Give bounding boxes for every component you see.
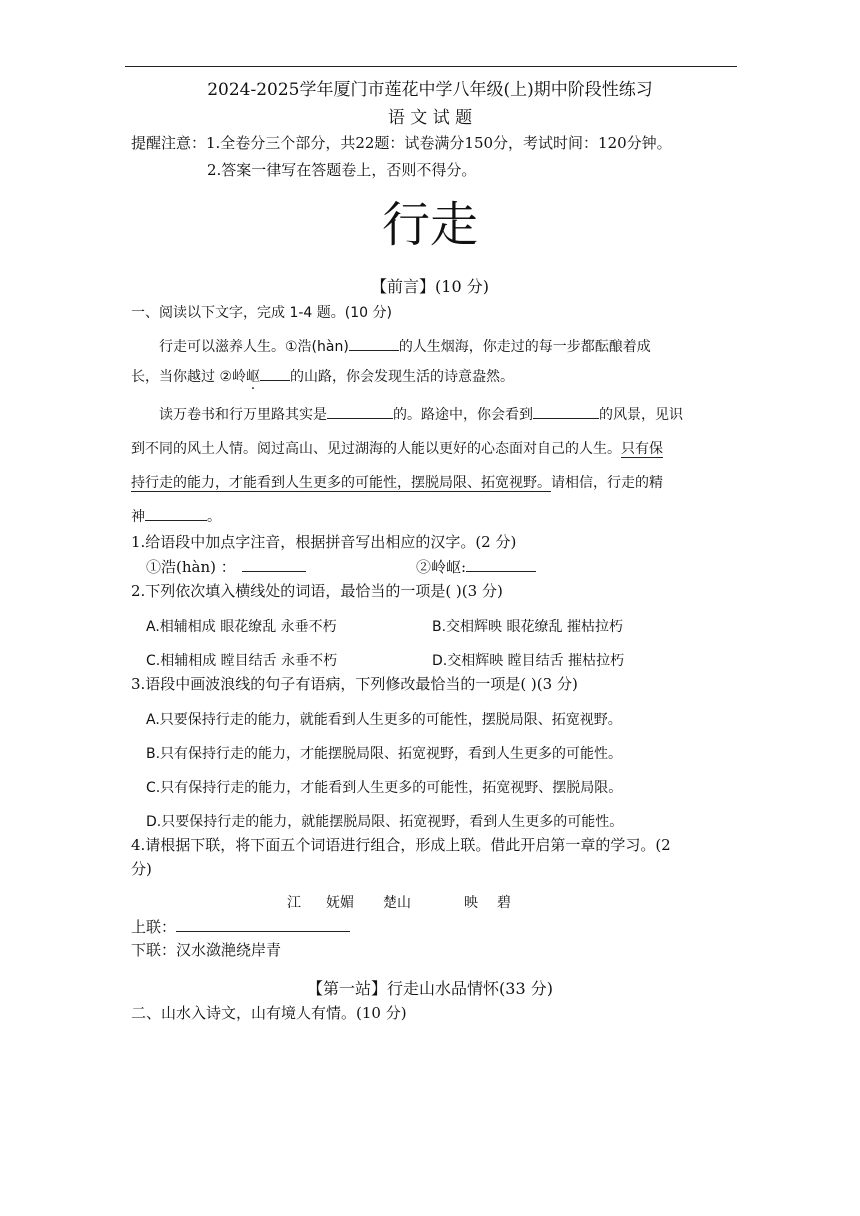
preface-heading: 【前言】(10 分) [371, 277, 489, 296]
q1-label-b: ②岭岖: [416, 558, 467, 576]
q3-option-c: C.只有保持行走的能力，才能看到人生更多的可能性，拓宽视野、摆脱局限。 [146, 780, 623, 796]
dotted-char: 岖 [246, 369, 261, 385]
answer-blank [176, 917, 350, 932]
answer-blank [466, 557, 536, 572]
q2-option-a: A.相辅相成 眼花缭乱 永垂不朽 [146, 619, 337, 635]
passage-line-2 [131, 366, 514, 386]
passage-line-3 [159, 404, 683, 424]
blank [533, 404, 599, 419]
blank [145, 506, 207, 521]
theme-title: 行走 [381, 197, 478, 253]
station1-heading: 【第一站】行走山水品情怀(33 分) [307, 979, 553, 998]
question-3: 3.语段中画波浪线的句子有语病，下列修改最恰当的一项是( )(3 分) [131, 675, 578, 693]
passage-text: 神 [131, 509, 145, 525]
q3-option-b: B.只有保持行走的能力，才能摆脱局限、拓宽视野，看到人生更多的可能性。 [146, 746, 623, 762]
q4-word: 映 [464, 895, 478, 911]
passage-text: 请相信，行走的精 [551, 475, 663, 491]
wavy-sentence: 持行走的能力，才能看到人生更多的可能性，摆脱局限、拓宽视野。 [131, 475, 551, 491]
question-4-cont: 分) [131, 860, 152, 878]
q1-item-b [416, 556, 536, 577]
passage-text: 行走可以滋养人生。①浩(hàn) [159, 339, 349, 355]
exam-title: 2024-2025学年厦门市莲花中学八年级(上)期中阶段性练习 [207, 80, 653, 100]
passage-text: 的山路，你会发现生活的诗意盎然。 [290, 369, 515, 385]
upper-couplet-label: 上联： [131, 918, 177, 936]
q4-word: 楚山 [383, 895, 411, 911]
exam-subtitle: 语 文 试 题 [387, 108, 473, 128]
notice-1: 提醒注意：1.全卷分三个部分，共22题：试卷满分150分，考试时间：120分钟。 [131, 134, 672, 152]
passage-line-4 [131, 438, 663, 458]
blank [349, 336, 399, 351]
q2-option-d: D.交相辉映 瞠目结舌 摧枯拉朽 [432, 653, 625, 669]
blank [327, 404, 393, 419]
passage-text: 长，当你越过 ② [131, 369, 233, 385]
passage-text: 的风景，见识 [599, 407, 683, 423]
lower-couplet: 下联：汉水潋滟绕岸青 [131, 941, 282, 959]
header-rule [125, 66, 737, 67]
q3-option-a: A.只要保持行走的能力，就能看到人生更多的可能性，摆脱局限、拓宽视野。 [146, 712, 622, 728]
passage-text: 的人生烟海，你走过的每一步都酝酿着成 [398, 339, 651, 355]
question-1: 1.给语段中加点字注音，根据拼音写出相应的汉字。(2 分) [131, 533, 517, 551]
q4-word: 江 [287, 895, 301, 911]
question-4: 4.请根据下联，将下面五个词语进行组合，形成上联。借此开启第一章的学习。(2 [131, 836, 671, 854]
q2-option-c: C.相辅相成 瞠目结舌 永垂不朽 [146, 653, 338, 669]
q3-option-d: D.只要保持行走的能力，就能摆脱局限、拓宽视野，看到人生更多的可能性。 [146, 814, 624, 830]
q4-word: 妩媚 [326, 895, 354, 911]
passage-text: 的。路途中，你会看到 [393, 407, 533, 423]
q1-label-a: ①浩(hàn) ： [146, 558, 236, 576]
q2-option-b: B.交相辉映 眼花缭乱 摧枯拉朽 [432, 619, 623, 635]
answer-blank [242, 557, 306, 572]
passage-text: 到不同的风土人情。阅过高山、见过湖海的人能以更好的心态面对自己的人生。 [131, 441, 621, 457]
wavy-sentence: 只有保 [621, 441, 663, 457]
passage-text: 岭 [232, 369, 247, 385]
blank [260, 366, 290, 381]
passage-text: 。 [207, 509, 221, 525]
question-2: 2.下列依次填入横线处的词语，最恰当的一项是( )(3 分) [131, 582, 503, 600]
passage-line-1 [159, 336, 651, 356]
passage-line-5 [131, 472, 663, 492]
upper-couplet [131, 916, 350, 937]
station1-instruction: 二、山水入诗文，山有境人有情。(10 分) [131, 1004, 407, 1022]
notice-2: 2.答案一律写在答题卷上，否则不得分。 [207, 161, 477, 179]
passage-text: 读万卷书和行万里路其实是 [159, 407, 327, 423]
q1-item-a [146, 556, 306, 577]
q4-word: 碧 [497, 895, 511, 911]
preface-instruction: 一、阅读以下文字，完成 1-4 题。(10 分) [131, 305, 392, 321]
passage-line-6 [131, 506, 221, 526]
